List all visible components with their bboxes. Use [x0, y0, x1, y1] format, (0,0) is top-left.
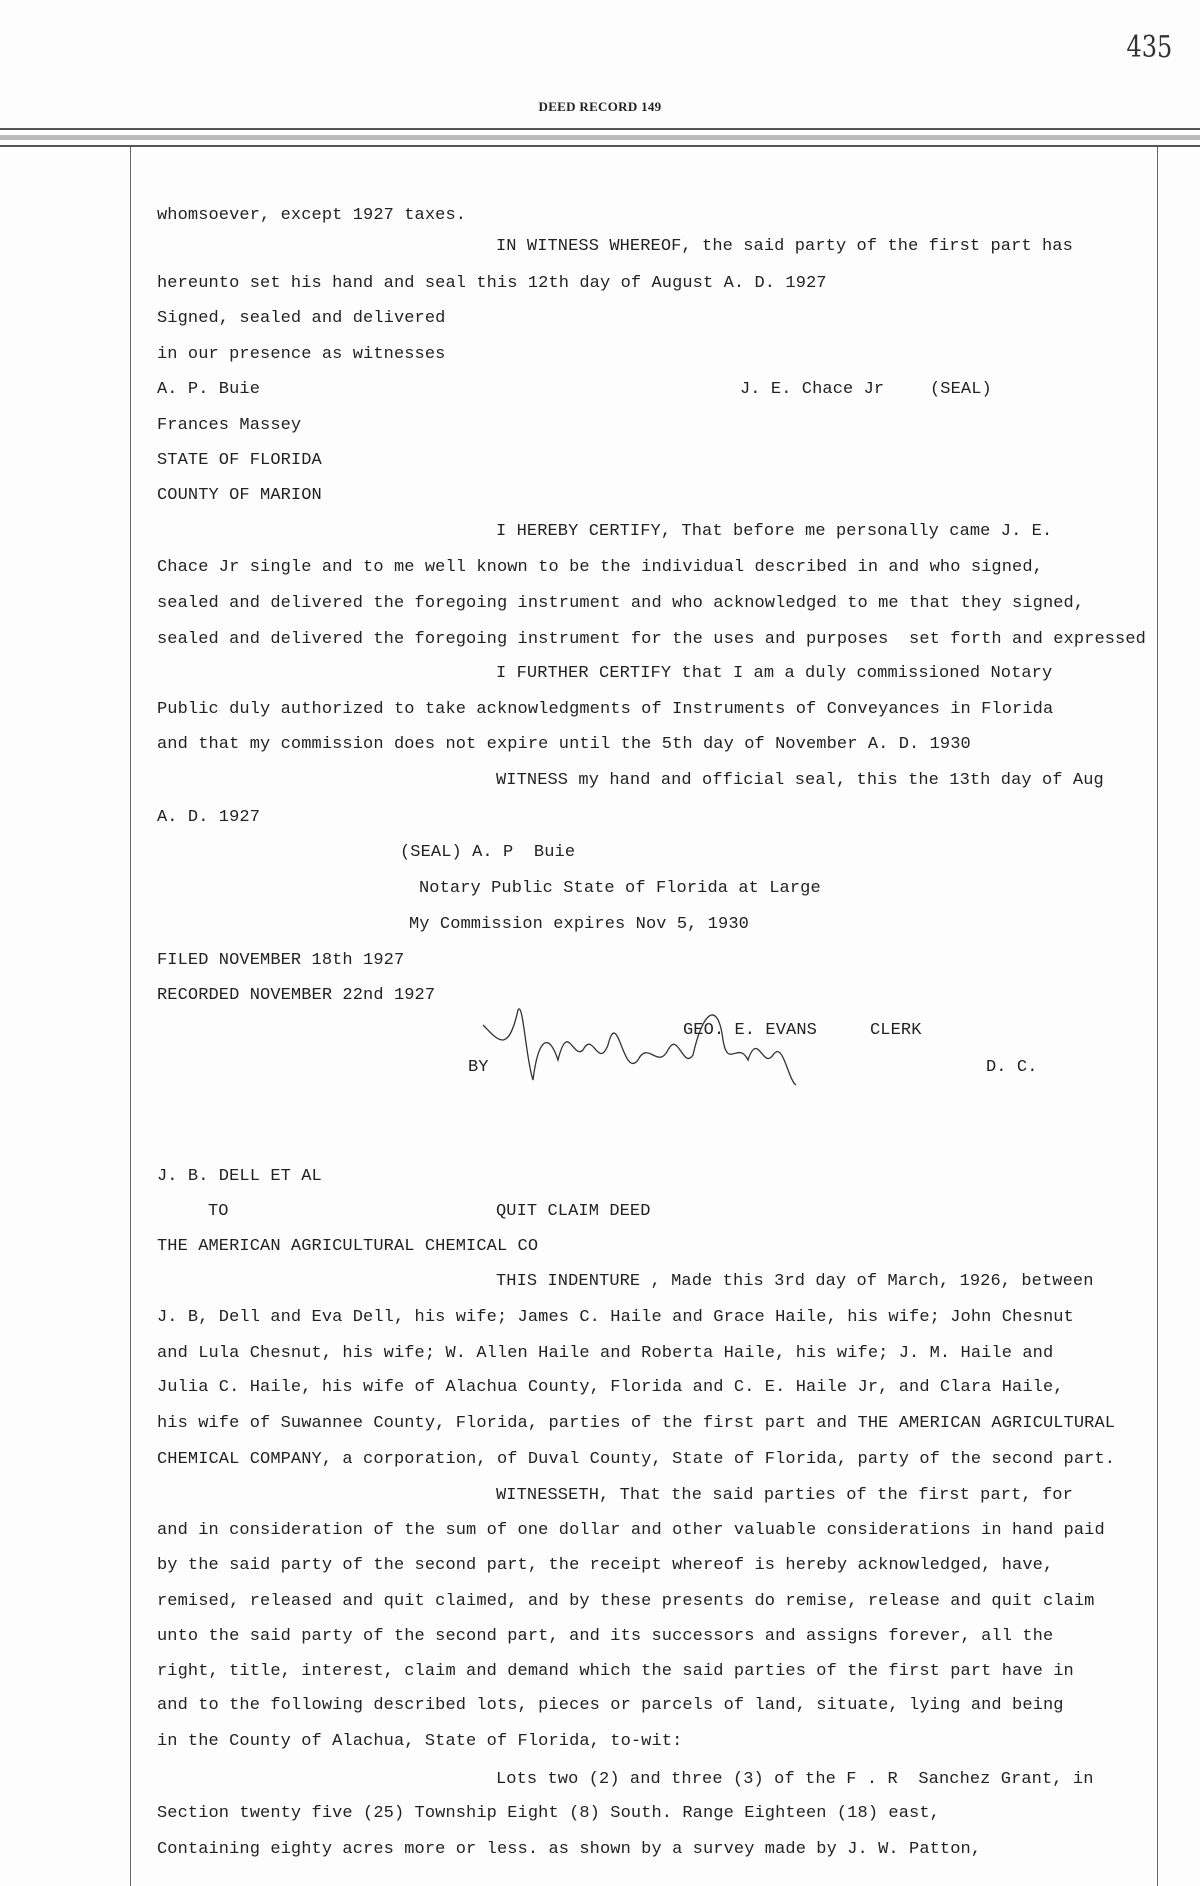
text-line: WITNESS my hand and official seal, this the 13th day of Aug [496, 771, 1104, 790]
page-header: DEED RECORD 149 [538, 99, 662, 114]
seal-mark: (SEAL) [930, 380, 992, 399]
by-label: BY [468, 1058, 489, 1077]
right-margin-line [1157, 147, 1158, 1886]
recorded-date: RECORDED NOVEMBER 22nd 1927 [157, 986, 436, 1005]
text-line: COUNTY OF MARION [157, 486, 322, 505]
witness-name: A. P. Buie [157, 380, 261, 399]
grantor-name: J. E. Chace Jr [740, 380, 885, 399]
text-line: remised, released and quit claimed, and by these presents do remise, release and quit claim [157, 1592, 1095, 1611]
text-line: A. D. 1927 [157, 808, 261, 827]
text-line: whomsoever, except 1927 taxes. [157, 206, 467, 225]
text-line: and Lula Chesnut, his wife; W. Allen Haile and Roberta Haile, his wife; J. M. Haile and [157, 1344, 1054, 1363]
text-line: and in consideration of the sum of one dollar and other valuable considerations in hand paid [157, 1521, 1105, 1540]
text-line: and that my commission does not expire until the 5th day of November A. D. 1930 [157, 735, 971, 754]
text-line: WITNESSETH, That the said parties of the first part, for [496, 1486, 1073, 1505]
text-line: IN WITNESS WHEREOF, the said party of the first part has [496, 237, 1073, 256]
text-line: Chace Jr single and to me well known to be the individual described in and who signed, [157, 558, 1043, 577]
clerk-name: GEO. E. EVANS [683, 1021, 817, 1040]
text-line: CHEMICAL COMPANY, a corporation, of Duval County, State of Florida, party of the second part. [157, 1450, 1116, 1469]
text-line: sealed and delivered the foregoing instrument and who acknowledged to me that they signed, [157, 594, 1085, 613]
page-number: 435 [1126, 30, 1172, 65]
text-line: in our presence as witnesses [157, 345, 446, 364]
text-line: by the said party of the second part, the receipt whereof is hereby acknowledged, have, [157, 1556, 1054, 1575]
clerk-title: CLERK [870, 1021, 922, 1040]
header-rule [0, 145, 1200, 147]
text-line: STATE OF FLORIDA [157, 451, 322, 470]
text-line: hereunto set his hand and seal this 12th day of August A. D. 1927 [157, 274, 827, 293]
deed-type: QUIT CLAIM DEED [496, 1202, 651, 1221]
text-line: Signed, sealed and delivered [157, 309, 446, 328]
text-line: his wife of Suwannee County, Florida, parties of the first part and THE AMERICAN AGRICULTURAL [157, 1414, 1116, 1433]
filed-date: FILED NOVEMBER 18th 1927 [157, 951, 405, 970]
notary-signature-line: (SEAL) A. P Buie [400, 843, 576, 862]
handwritten-signature [478, 1000, 818, 1090]
text-line: I FURTHER CERTIFY that I am a duly commissioned Notary [496, 664, 1053, 683]
text-line: Julia C. Haile, his wife of Alachua County, Florida and C. E. Haile Jr, and Clara Haile, [157, 1378, 1064, 1397]
text-line: Public duly authorized to take acknowledgments of Instruments of Conveyances in Florida [157, 700, 1054, 719]
witness-name: Frances Massey [157, 416, 302, 435]
commission-expiry: My Commission expires Nov 5, 1930 [409, 915, 749, 934]
left-margin-line [130, 147, 131, 1886]
grantee-heading: THE AMERICAN AGRICULTURAL CHEMICAL CO [157, 1237, 539, 1256]
text-line: and to the following described lots, pieces or parcels of land, situate, lying and being [157, 1696, 1064, 1715]
text-line: I HEREBY CERTIFY, That before me personally came J. E. [496, 522, 1053, 541]
header-band [0, 135, 1200, 140]
text-line: sealed and delivered the foregoing instrument for the uses and purposes set forth and expressed [157, 630, 1146, 649]
text-line: Section twenty five (25) Township Eight (8) South. Range Eighteen (18) east, [157, 1804, 940, 1823]
deputy-clerk-label: D. C. [986, 1058, 1038, 1077]
text-line: unto the said party of the second part, and its successors and assigns forever, all the [157, 1627, 1054, 1646]
to-label: TO [208, 1202, 229, 1221]
text-line: in the County of Alachua, State of Florida, to-wit: [157, 1732, 683, 1751]
text-line: right, title, interest, claim and demand which the said parties of the first part have in [157, 1662, 1074, 1681]
text-line: Containing eighty acres more or less. as shown by a survey made by J. W. Patton, [157, 1840, 982, 1859]
grantor-heading: J. B. DELL ET AL [157, 1167, 322, 1186]
text-line: THIS INDENTURE , Made this 3rd day of March, 1926, between [496, 1272, 1094, 1291]
header-rule [0, 128, 1200, 130]
text-line: Lots two (2) and three (3) of the F . R Sanchez Grant, in [496, 1770, 1094, 1789]
text-line: J. B, Dell and Eva Dell, his wife; James C. Haile and Grace Haile, his wife; John Chesnut [157, 1308, 1074, 1327]
notary-title: Notary Public State of Florida at Large [419, 879, 821, 898]
